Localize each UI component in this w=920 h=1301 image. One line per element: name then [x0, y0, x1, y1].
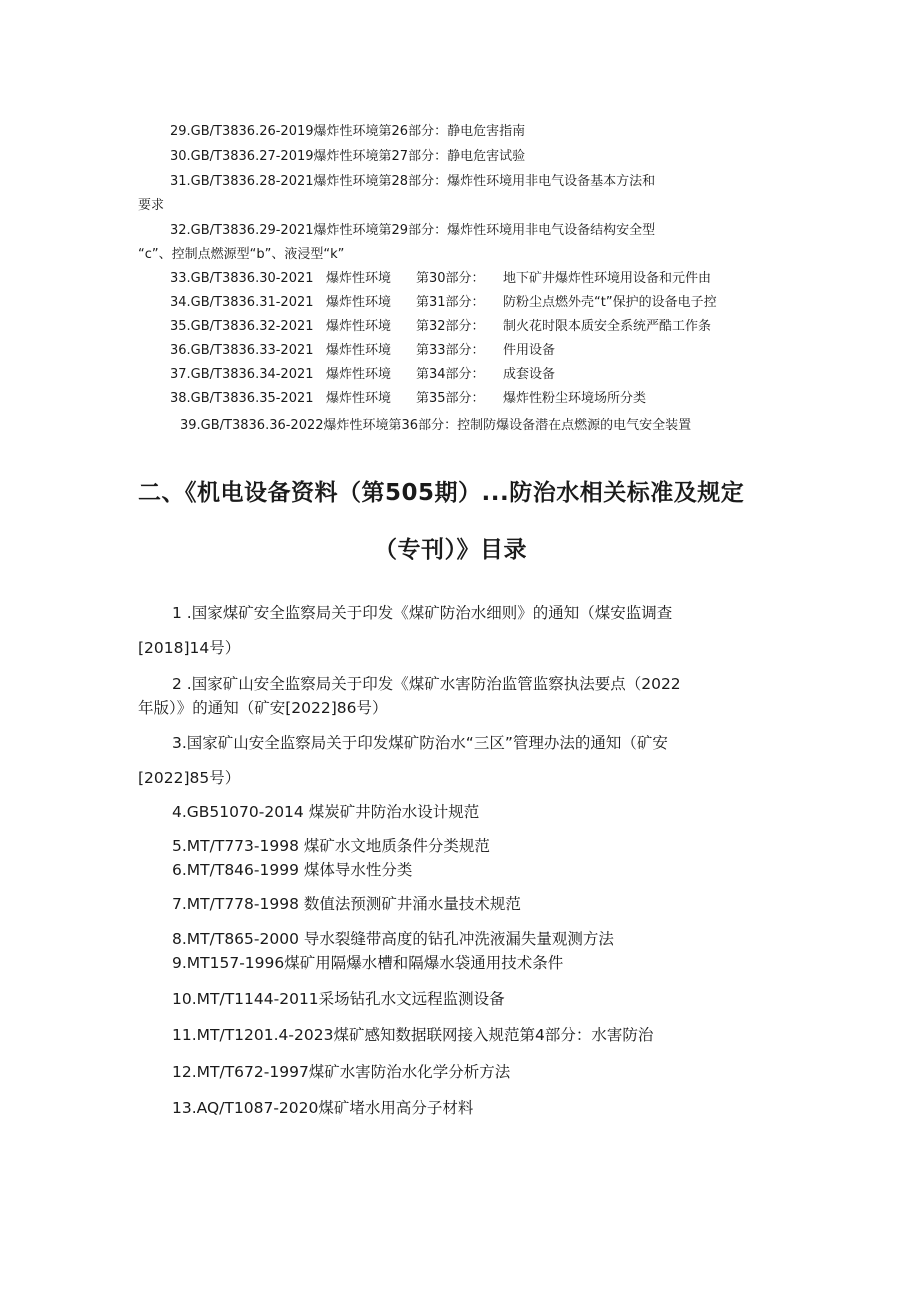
list-item: 5.MT/T773-1998 煤矿水文地质条件分类规范 [172, 837, 490, 855]
list-item-continuation: [2018]14号） [138, 639, 241, 657]
row-env: 爆炸性环境 [326, 319, 392, 334]
list-item: 39.GB/T3836.36-2022爆炸性环境第36部分：控制防爆设备潜在点燃源的电气安全装置 [180, 418, 692, 433]
row-part: 第32部分： [416, 319, 485, 334]
list-item: 7.MT/T778-1998 数值法预测矿井涌水量技术规范 [172, 895, 521, 913]
list-item-continuation: [2022]85号） [138, 769, 241, 787]
row-code: 34.GB/T3836.31-2021 [170, 295, 314, 310]
section-heading-line2: （专刊）》目录 [374, 537, 527, 563]
row-code: 35.GB/T3836.32-2021 [170, 319, 314, 334]
row-code: 33.GB/T3836.30-2021 [170, 271, 314, 286]
row-part: 第31部分： [416, 295, 485, 310]
row-title: 制火花时限本质安全系统严酷工作条 [503, 319, 712, 334]
row-title: 防粉尘点燃外壳“t”保护的设备电子控 [503, 295, 717, 310]
row-code: 38.GB/T3836.35-2021 [170, 391, 314, 406]
row-env: 爆炸性环境 [326, 271, 392, 286]
row-env: 爆炸性环境 [326, 391, 392, 406]
row-code: 37.GB/T3836.34-2021 [170, 367, 314, 382]
row-part: 第34部分： [416, 367, 485, 382]
list-item: 12.MT/T672-1997煤矿水害防治水化学分析方法 [172, 1063, 511, 1081]
row-env: 爆炸性环境 [326, 343, 392, 358]
row-part: 第30部分： [416, 271, 485, 286]
list-item: 29.GB/T3836.26-2019爆炸性环境第26部分：静电危害指南 [170, 124, 526, 139]
list-item: 6.MT/T846-1999 煤体导水性分类 [172, 861, 413, 879]
list-item: 1 .国家煤矿安全监察局关于印发《煤矿防治水细则》的通知（煤安监调查 [172, 604, 673, 622]
list-item: 9.MT157-1996煤矿用隔爆水槽和隔爆水袋通用技术条件 [172, 954, 564, 972]
list-item: 3.国家矿山安全监察局关于印发煤矿防治水“三区”管理办法的通知（矿安 [172, 734, 668, 752]
row-env: 爆炸性环境 [326, 367, 392, 382]
list-item: 10.MT/T1144-2011采场钻孔水文远程监测设备 [172, 990, 505, 1008]
row-part: 第35部分： [416, 391, 485, 406]
list-item-continuation: 要求 [138, 198, 165, 213]
list-item: 32.GB/T3836.29-2021爆炸性环境第29部分：爆炸性环境用非电气设备结构安全型 [170, 223, 656, 238]
row-env: 爆炸性环境 [326, 295, 392, 310]
row-title: 件用设备 [503, 343, 556, 358]
list-item-continuation: 年版）》的通知（矿安[2022]86号） [138, 699, 388, 717]
list-item-continuation: “c”、控制点燃源型“b”、液浸型“k” [138, 247, 345, 262]
list-item: 31.GB/T3836.28-2021爆炸性环境第28部分：爆炸性环境用非电气设备基本方法和 [170, 174, 656, 189]
list-item: 30.GB/T3836.27-2019爆炸性环境第27部分：静电危害试验 [170, 149, 526, 164]
list-item: 2 .国家矿山安全监察局关于印发《煤矿水害防治监管监察执法要点（2022 [172, 675, 681, 693]
row-part: 第33部分： [416, 343, 485, 358]
row-title: 爆炸性粉尘环境场所分类 [503, 391, 647, 406]
list-item: 13.AQ/T1087-2020煤矿堵水用高分子材料 [172, 1099, 474, 1117]
list-item: 8.MT/T865-2000 导水裂缝带高度的钻孔冲洗液漏失量观测方法 [172, 930, 614, 948]
list-item: 11.MT/T1201.4-2023煤矿感知数据联网接入规范第4部分：水害防治 [172, 1026, 654, 1044]
section-heading-line1: 二、《机电设备资料（第505期）...防治水相关标准及规定 [138, 480, 745, 506]
list-item: 4.GB51070-2014 煤炭矿井防治水设计规范 [172, 803, 480, 821]
row-title: 地下矿井爆炸性环境用设备和元件由 [503, 271, 712, 286]
row-code: 36.GB/T3836.33-2021 [170, 343, 314, 358]
row-title: 成套设备 [503, 367, 556, 382]
